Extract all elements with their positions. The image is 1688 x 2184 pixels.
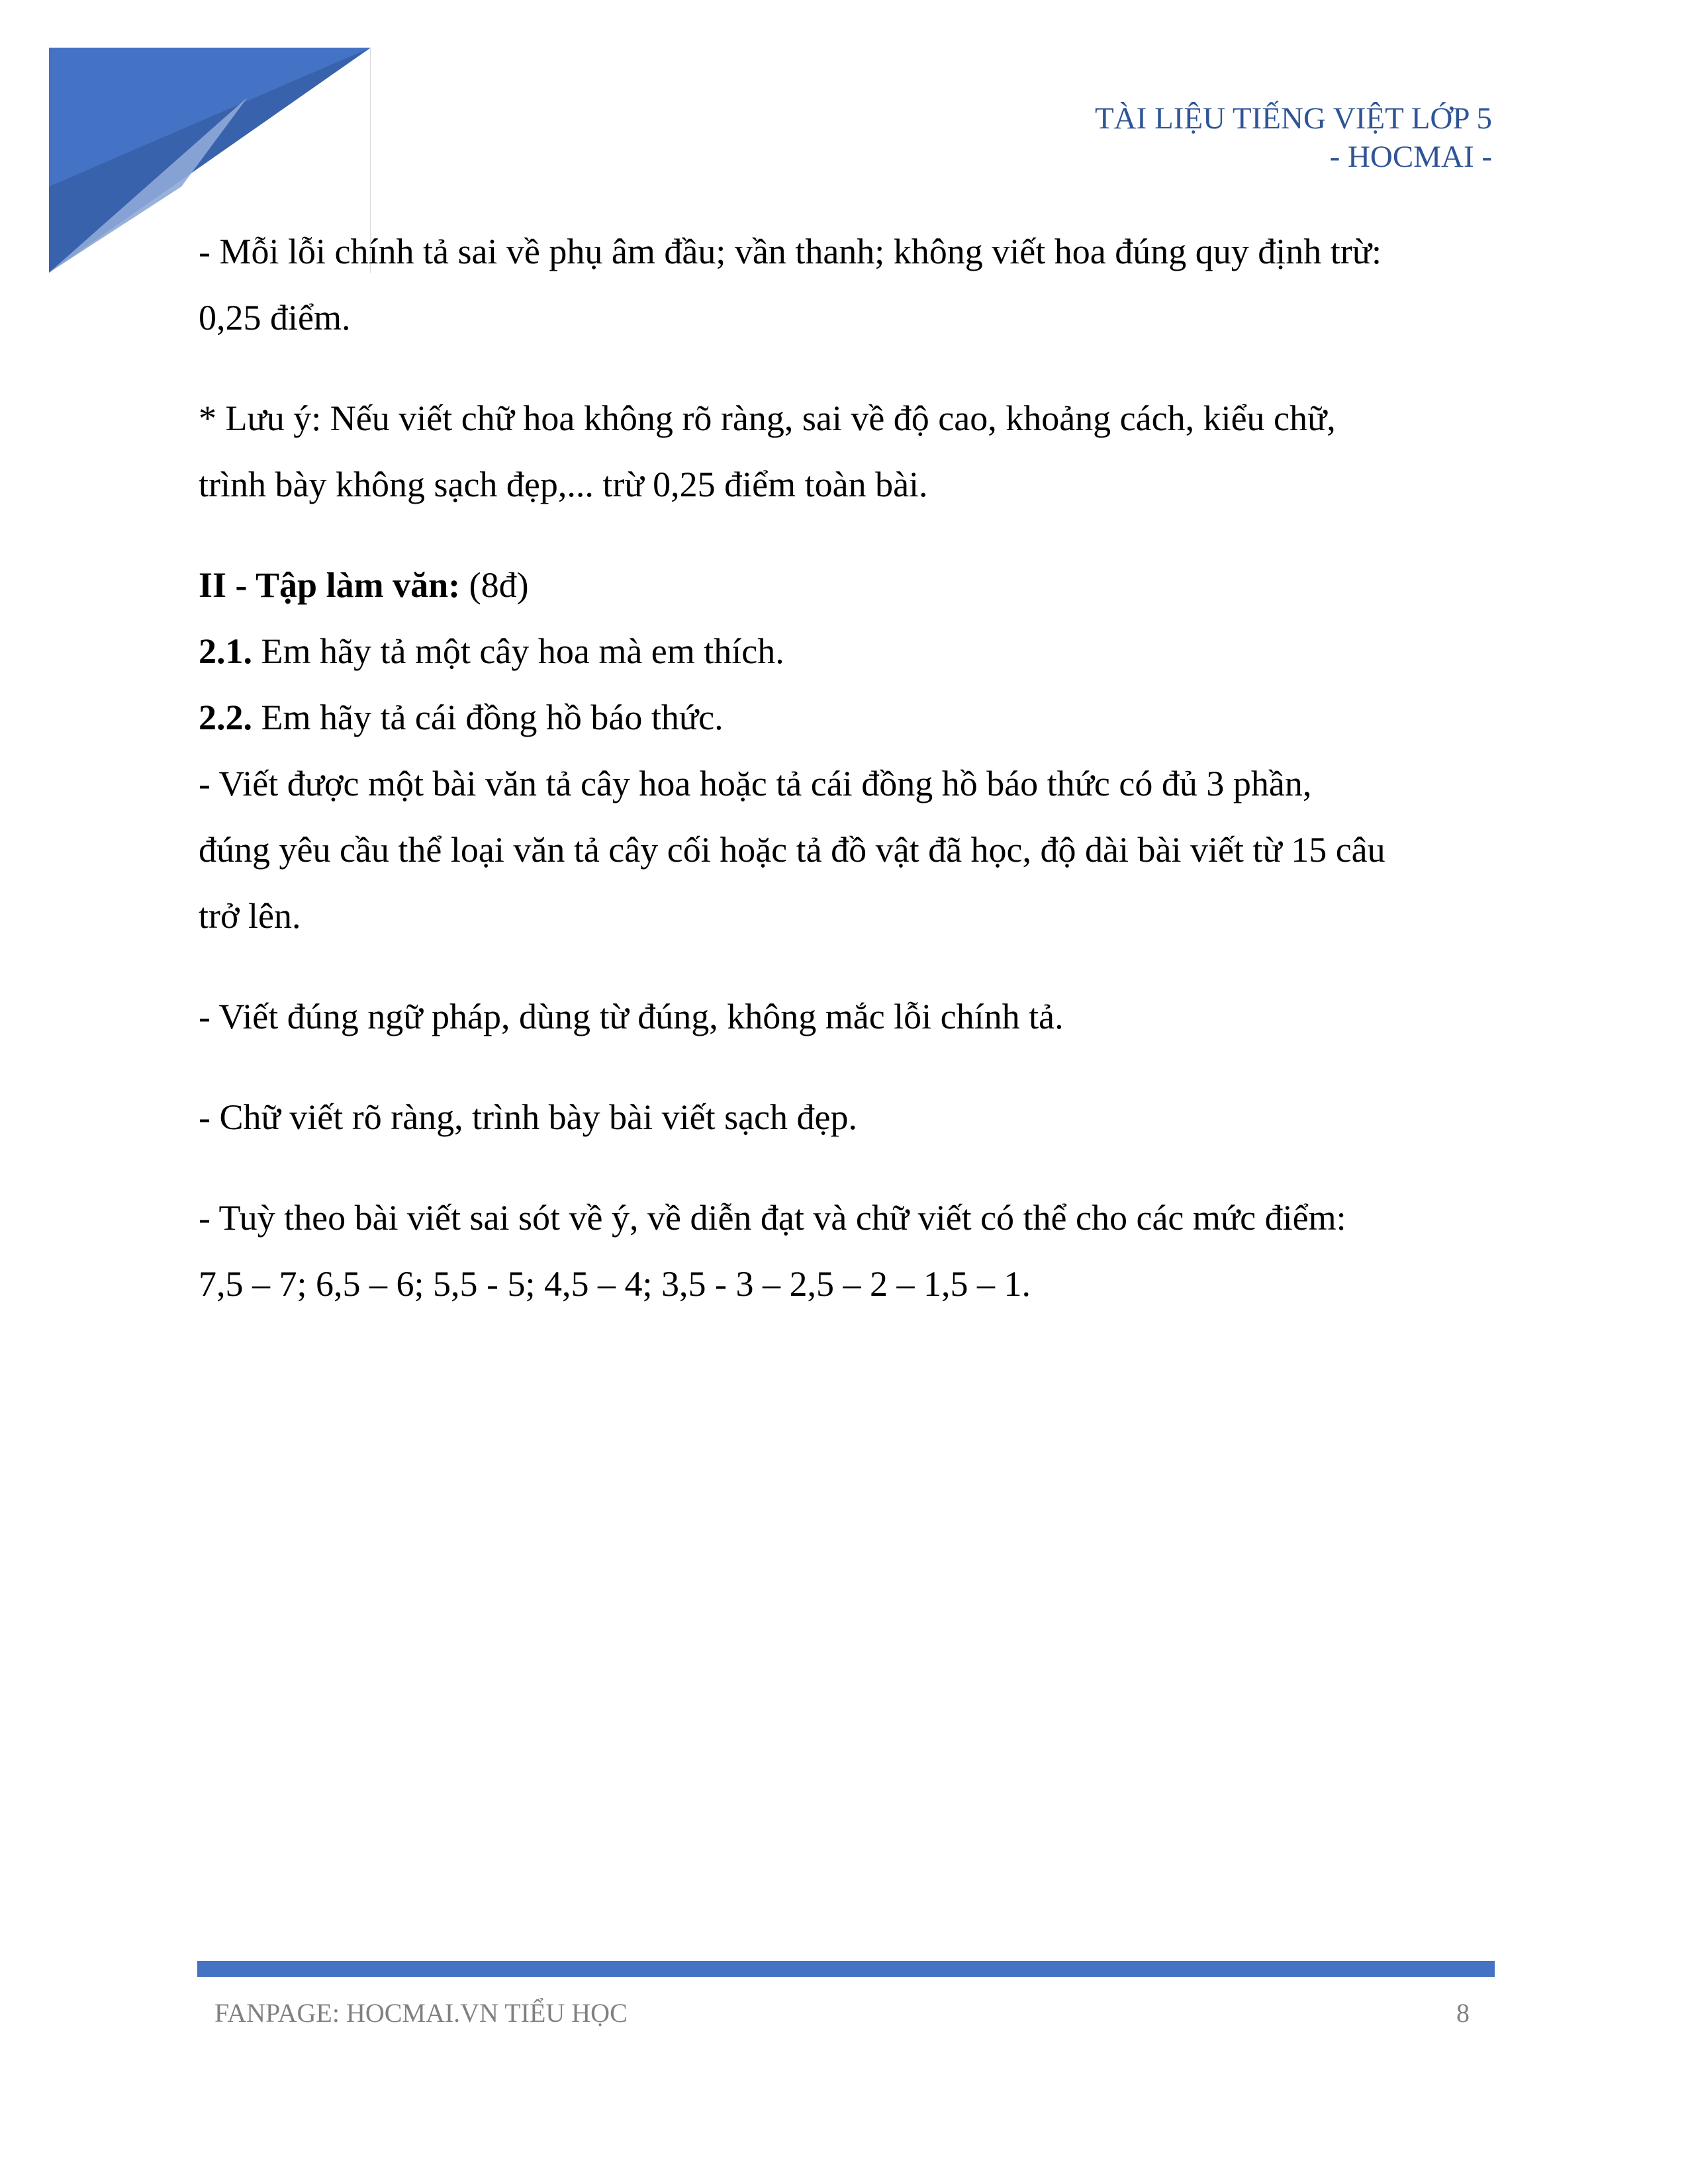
paragraph-line: trở lên.	[199, 896, 301, 936]
paragraph-line: 0,25 điểm.	[199, 298, 351, 338]
paragraph-line: đúng yêu cầu thể loại văn tả cây cối hoặc tả đồ vật đã học, độ dài bài viết từ 15 câu	[199, 830, 1385, 870]
question-text: Em hãy tả một cây hoa mà em thích.	[252, 631, 784, 671]
question-text: Em hãy tả cái đồng hồ báo thức.	[252, 698, 724, 737]
footer-fanpage: FANPAGE: HOCMAI.VN TIỂU HỌC	[214, 1998, 628, 2028]
paragraph-line: - Tuỳ theo bài viết sai sót về ý, về diễn đạt và chữ viết có thể cho các mức điểm:	[199, 1198, 1346, 1238]
paragraph-grammar	[199, 983, 1496, 1050]
paragraph-spelling-error	[199, 218, 1496, 351]
paragraph-line: - Mỗi lỗi chính tả sai về phụ âm đầu; vần thanh; không viết hoa đúng quy định trừ:	[199, 232, 1382, 271]
section-heading-bold: II - Tập làm văn:	[199, 565, 461, 605]
paragraph-handwriting	[199, 1084, 1496, 1150]
paragraph-note	[199, 385, 1496, 518]
document-body	[199, 218, 1496, 1317]
question-2-1	[199, 618, 1496, 684]
question-number: 2.1.	[199, 631, 252, 671]
section-heading	[199, 552, 1496, 618]
question-number: 2.2.	[199, 698, 252, 737]
header-subtitle: - HOCMAI -	[1329, 140, 1492, 174]
header-title: TÀI LIỆU TIẾNG VIỆT LỚP 5	[1094, 101, 1492, 136]
paragraph-line: 7,5 – 7; 6,5 – 6; 5,5 - 5; 4,5 – 4; 3,5 - 3 – 2,5 – 2 – 1,5 – 1.	[199, 1264, 1031, 1304]
paragraph-requirements	[199, 751, 1496, 949]
section-heading-points: (8đ)	[460, 565, 529, 605]
paragraph-scoring	[199, 1185, 1496, 1317]
page-header	[1095, 99, 1492, 176]
paragraph-line: * Lưu ý: Nếu viết chữ hoa không rõ ràng, sai về độ cao, khoảng cách, kiểu chữ,	[199, 398, 1336, 438]
paragraph-line: - Viết được một bài văn tả cây hoa hoặc tả cái đồng hồ báo thức có đủ 3 phần,	[199, 764, 1312, 803]
paragraph-line: trình bày không sạch đẹp,... trừ 0,25 điểm toàn bài.	[199, 465, 928, 504]
footer-divider-bar	[197, 1961, 1495, 1977]
paragraph-line: - Viết đúng ngữ pháp, dùng từ đúng, không mắc lỗi chính tả.	[199, 997, 1064, 1036]
page-number: 8	[1456, 1998, 1470, 2028]
paragraph-line: - Chữ viết rõ ràng, trình bày bài viết sạch đẹp.	[199, 1097, 857, 1137]
question-2-2	[199, 684, 1496, 751]
